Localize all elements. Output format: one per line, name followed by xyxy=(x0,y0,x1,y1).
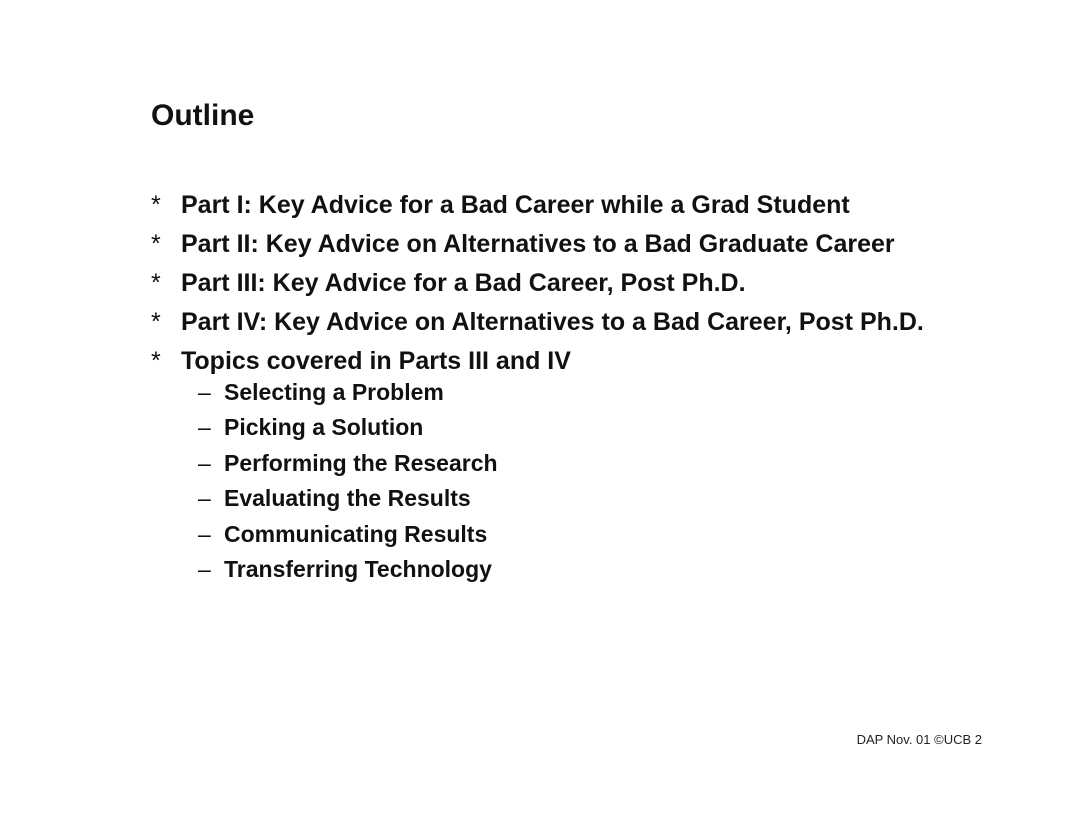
dash-marker: – xyxy=(198,379,211,405)
bullet-marker: * xyxy=(151,269,161,297)
outline-item-text: Part I: Key Advice for a Bad Career while a Grad Student xyxy=(181,191,850,219)
topic-text: Selecting a Problem xyxy=(224,379,444,405)
slide-title: Outline xyxy=(151,99,255,132)
outline-item-part-3 xyxy=(151,268,951,298)
dash-marker: – xyxy=(198,449,211,476)
topic-item xyxy=(198,555,951,583)
topic-text: Communicating Results xyxy=(224,520,488,547)
topic-item xyxy=(198,449,951,477)
topic-text: Performing the Research xyxy=(224,449,498,476)
dash-marker: – xyxy=(198,520,211,547)
bullet-marker: * xyxy=(151,230,161,258)
outline-item-topics xyxy=(151,346,951,583)
topic-text: Evaluating the Results xyxy=(224,485,471,512)
topic-item xyxy=(198,378,951,406)
dash-marker: – xyxy=(198,485,211,512)
outline-item-text: Part III: Key Advice for a Bad Career, Post Ph.D. xyxy=(181,269,746,297)
outline-item-part-2 xyxy=(151,229,951,259)
outline-item-part-4 xyxy=(151,307,951,337)
outline-item-text: Part II: Key Advice on Alternatives to a Bad Graduate Career xyxy=(181,230,895,258)
slide-footer: DAP Nov. 01 ©UCB 2 xyxy=(856,732,982,747)
outline-list xyxy=(151,190,951,592)
topics-sublist xyxy=(198,378,951,583)
outline-item-text: Topics covered in Parts III and IV xyxy=(181,347,571,375)
topic-item xyxy=(198,520,951,548)
dash-marker: – xyxy=(198,555,211,582)
topic-item xyxy=(198,413,951,441)
topic-text: Transferring Technology xyxy=(224,555,492,582)
topic-text: Picking a Solution xyxy=(224,414,424,441)
dash-marker: – xyxy=(198,414,211,441)
bullet-marker: * xyxy=(151,347,161,375)
topic-item xyxy=(198,484,951,512)
outline-item-text: Part IV: Key Advice on Alternatives to a Bad Career, Post Ph.D. xyxy=(181,308,924,336)
bullet-marker: * xyxy=(151,308,161,336)
outline-item-part-1 xyxy=(151,190,951,220)
bullet-marker: * xyxy=(151,191,161,219)
